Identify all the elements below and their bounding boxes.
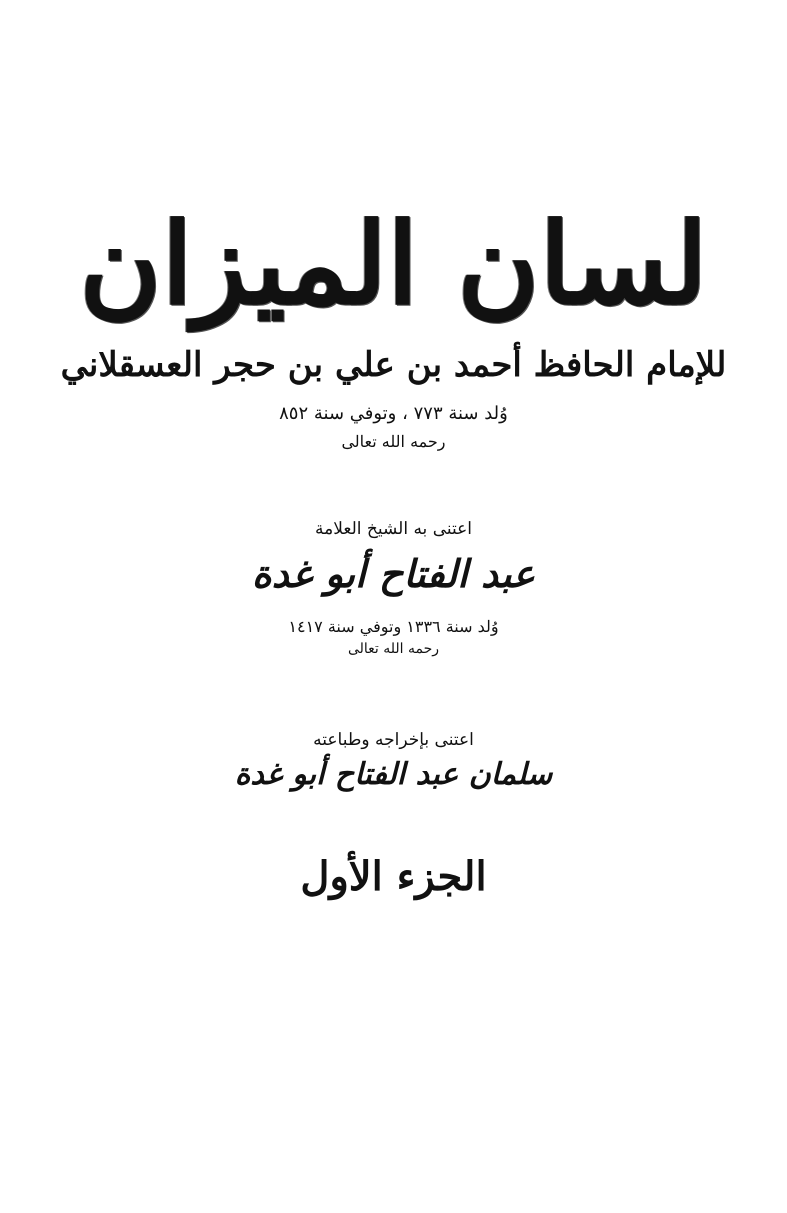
editor-name: عبد الفتاح أبو غدة <box>251 551 536 596</box>
book-title: لسان الميزان <box>79 199 708 330</box>
author-dates: وُلد سنة ٧٧٣ ، وتوفي سنة ٨٥٢ <box>279 403 508 424</box>
editor-prayer: رحمه الله تعالى <box>347 641 440 657</box>
editor-intro: اعتنى به الشيخ العلامة <box>315 519 472 539</box>
author-prayer: رحمه الله تعالى <box>341 432 446 451</box>
publisher-intro: اعتنى بإخراجه وطباعته <box>313 730 474 750</box>
author-name: للإمام الحافظ أحمد بن علي بن حجر العسقلاني <box>60 345 727 385</box>
volume-label: الجزء الأول <box>300 853 487 900</box>
publisher-name: سلمان عبد الفتاح أبو غدة <box>234 757 553 792</box>
editor-dates: وُلد سنة ١٣٣٦ وتوفي سنة ١٤١٧ <box>288 617 499 636</box>
